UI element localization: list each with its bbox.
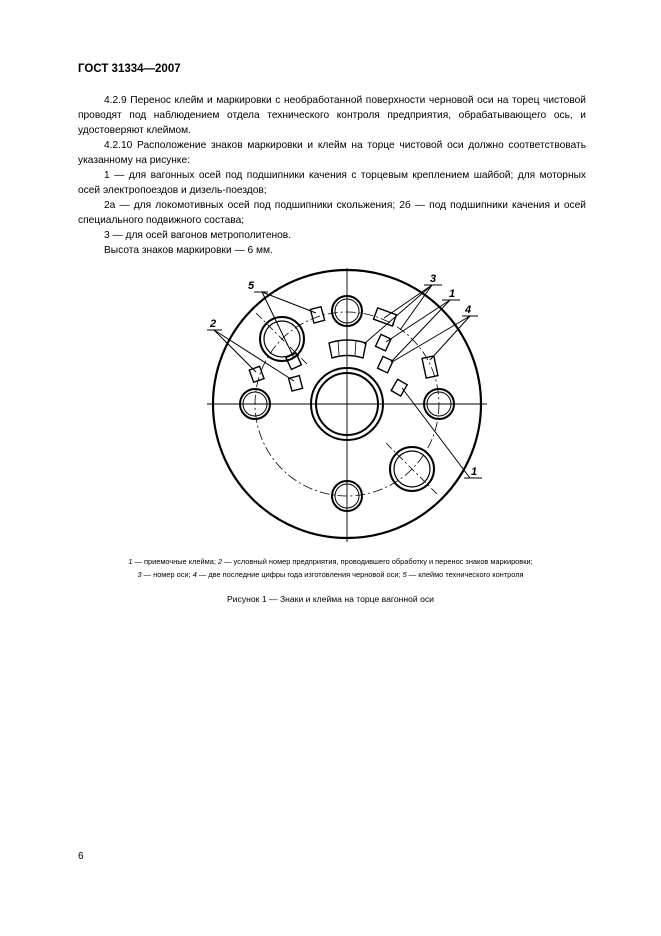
callout-label-1-bottom: 1: [471, 466, 478, 478]
paragraph-4-2-9: 4.2.9 Перенос клейм и маркировки с необработанной поверхности черновой оси на торец чистовой проводят под наблюдением отдела технического контроля предприятия, обрабатывающего ось, и удостоверяют клеймом.: [78, 95, 586, 136]
callout-label-5: 5: [248, 280, 255, 292]
callout-label-2: 2: [210, 318, 217, 330]
figure-legend-line-2: 3 — номер оси; 4 — две последние цифры года изготовления черновой оси; 5 — клеймо технического контроля: [137, 570, 524, 579]
paragraph-4-2-10: 4.2.10 Расположение знаков маркировки и клейм на торце чистовой оси должно соответствовать указанному на рисунке:: [78, 140, 586, 166]
marking-height-note: Высота знаков маркировки — 6 мм.: [104, 245, 273, 256]
list-item-1: 1 — для вагонных осей под подшипники качения с торцевым креплением шайбой; для моторных осей электропоездов и дизель-поездов;: [78, 170, 586, 196]
callout-label-1-top: 1: [449, 288, 456, 300]
page-number: 6: [78, 851, 84, 862]
axle-number-arc: [329, 340, 366, 358]
figure-title: Рисунок 1 — Знаки и клейма на торце вагонной оси: [227, 594, 434, 604]
list-item-2: 2а — для локомотивных осей под подшипники скольжения; 2б — под подшипники качения и осей специального подвижного состава;: [78, 200, 586, 226]
callout-label-4: 4: [465, 304, 472, 316]
figure-legend-line-1: 1 — приемочные клейма; 2 — условный номер предприятия, проводившего обработку и перенос знаков маркировки;: [128, 557, 533, 566]
list-item-3: 3 — для осей вагонов метрополитенов.: [104, 230, 292, 241]
callout-label-3: 3: [430, 273, 437, 285]
stamp-inspection-top: [310, 307, 324, 323]
stamp-enterprise-mid: [289, 376, 303, 391]
stamp-acceptance-2: [378, 356, 393, 372]
document-header: ГОСТ 31334—2007: [78, 63, 181, 75]
stamp-acceptance-1: [376, 334, 391, 350]
stamp-acceptance-3: [391, 379, 407, 396]
